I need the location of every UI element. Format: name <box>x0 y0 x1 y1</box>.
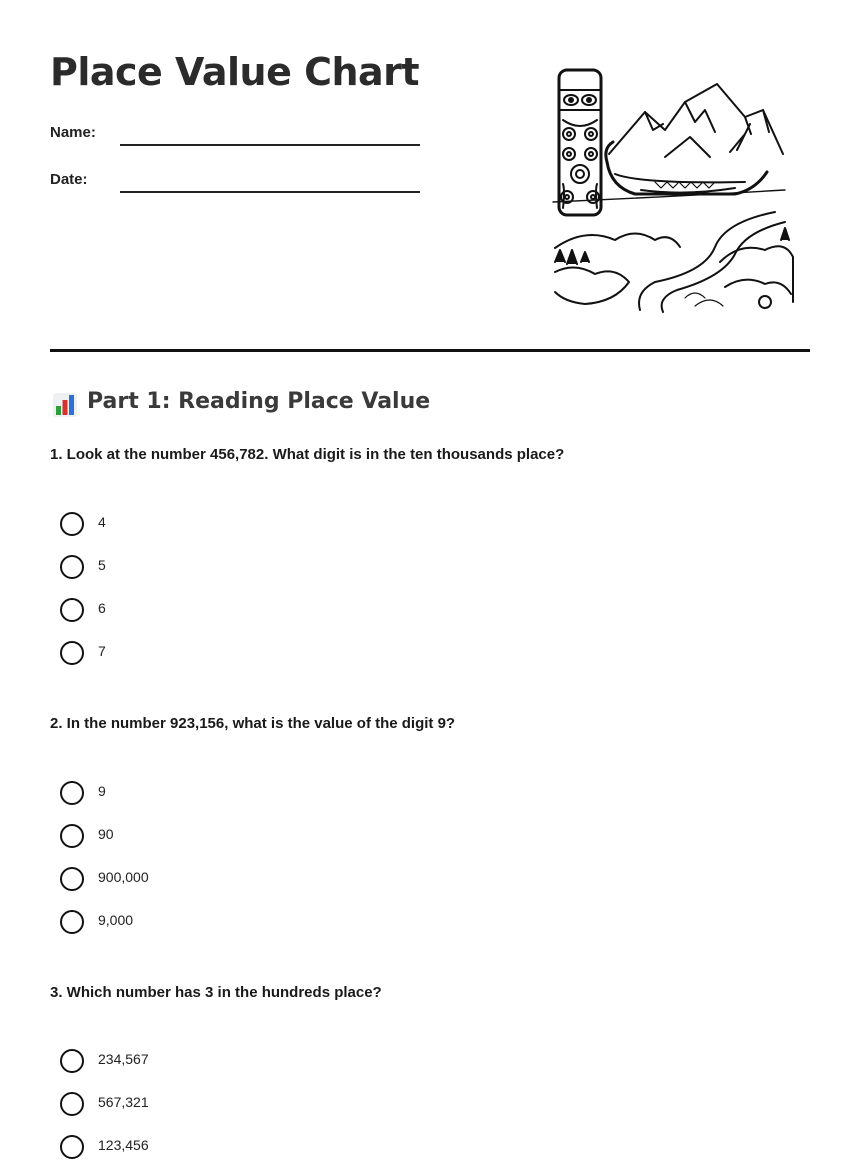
option-label: 4 <box>98 514 106 530</box>
option-label: 9,000 <box>98 912 134 928</box>
q2-option-1[interactable] <box>60 781 460 807</box>
radio-button[interactable] <box>60 781 84 805</box>
date-write-line[interactable] <box>120 191 420 193</box>
radio-button[interactable] <box>60 598 84 622</box>
bar-chart-icon <box>52 392 78 418</box>
option-label: 7 <box>98 643 106 659</box>
radio-button[interactable] <box>60 867 84 891</box>
option-label: 567,321 <box>98 1094 149 1110</box>
date-label: Date: <box>50 171 88 188</box>
carved-pou-waka-landscape-illustration <box>545 62 795 317</box>
option-label: 123,456 <box>98 1137 149 1153</box>
option-label: 6 <box>98 600 106 616</box>
radio-button[interactable] <box>60 1135 84 1159</box>
q3-option-1[interactable] <box>60 1049 460 1075</box>
q3-option-3[interactable] <box>60 1135 460 1161</box>
header-divider <box>50 349 810 352</box>
question-3: 3. Which number has 3 in the hundreds place? <box>50 984 382 1001</box>
q1-option-1[interactable] <box>60 512 460 538</box>
date-field <box>50 167 430 197</box>
radio-button[interactable] <box>60 1049 84 1073</box>
river-hills <box>555 212 793 312</box>
page-title: Place Value Chart <box>50 50 420 94</box>
section-title: Part 1: Reading Place Value <box>87 389 431 414</box>
waka-canoe <box>553 124 785 202</box>
option-label: 5 <box>98 557 106 573</box>
question-2: 2. In the number 923,156, what is the value of the digit 9? <box>50 715 456 732</box>
radio-button[interactable] <box>60 1092 84 1116</box>
q2-option-2[interactable] <box>60 824 460 850</box>
radio-button[interactable] <box>60 910 84 934</box>
q2-option-3[interactable] <box>60 867 460 893</box>
name-label: Name: <box>50 124 96 141</box>
q2-option-4[interactable] <box>60 910 460 936</box>
option-label: 234,567 <box>98 1051 149 1067</box>
option-label: 900,000 <box>98 869 149 885</box>
option-label: 90 <box>98 826 114 842</box>
radio-button[interactable] <box>60 555 84 579</box>
radio-button[interactable] <box>60 824 84 848</box>
option-label: 9 <box>98 783 106 799</box>
section-heading-part1 <box>50 388 650 422</box>
radio-button[interactable] <box>60 512 84 536</box>
q3-option-2[interactable] <box>60 1092 460 1118</box>
name-field <box>50 120 430 150</box>
carved-pou <box>559 70 601 215</box>
q1-option-2[interactable] <box>60 555 460 581</box>
mountains <box>609 84 783 157</box>
question-1: 1. Look at the number 456,782. What digit is in the ten thousands place? <box>50 446 565 463</box>
q1-option-4[interactable] <box>60 641 460 667</box>
radio-button[interactable] <box>60 641 84 665</box>
name-write-line[interactable] <box>120 144 420 146</box>
q1-option-3[interactable] <box>60 598 460 624</box>
